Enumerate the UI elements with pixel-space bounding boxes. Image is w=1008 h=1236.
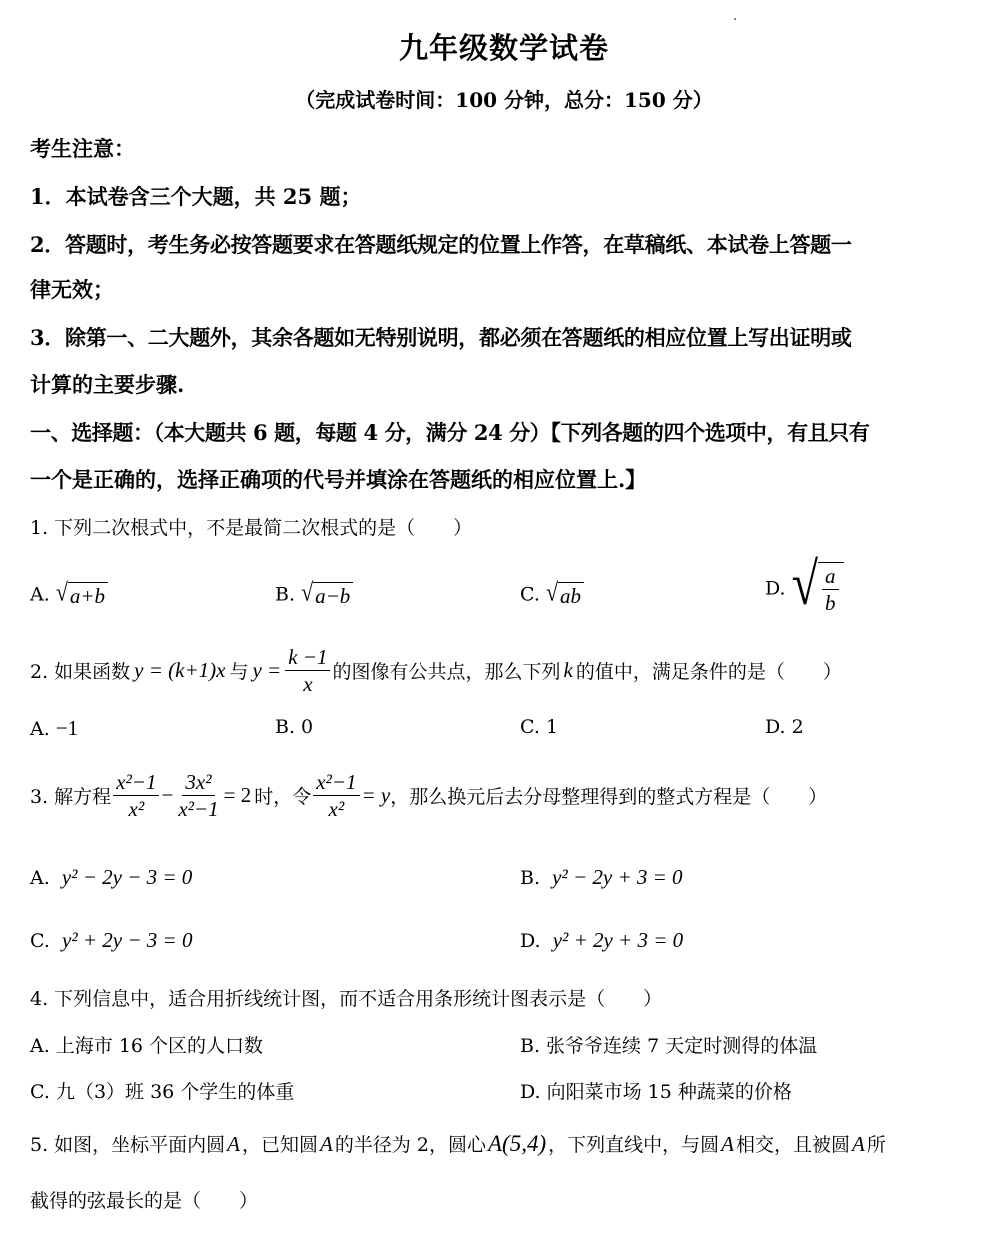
q1-option-c [520, 577, 584, 609]
q3-option-a [30, 865, 192, 890]
q3-option-d-label: D. [520, 930, 541, 952]
q3-option-b-expr: y² − 2y + 3 = 0 [552, 865, 683, 889]
q1-option-b-expr: a−b [313, 582, 353, 609]
q5-circle-a-3: A [721, 1132, 734, 1156]
q5-center: A(5,4) [487, 1131, 547, 1156]
q1-option-d-num: a [822, 564, 839, 590]
q3-fraction-1-den: x² [128, 797, 145, 822]
q1-option-c-radical: √ ab [546, 582, 584, 609]
q5-circle-a-4: A [851, 1132, 865, 1156]
q3-when: 时，令 [254, 786, 312, 809]
q1-option-a-expr: a+b [68, 582, 108, 609]
q2-option-c: C. 1 [520, 716, 559, 738]
page-subtitle: （完成试卷时间：100 分钟，总分：150 分） [295, 88, 713, 112]
q2-stem [30, 645, 842, 696]
q3-option-c [30, 928, 192, 953]
q4-option-c: C. 九（3）班 36 个学生的体重 [30, 1081, 295, 1103]
q5-mid-3: ，下列直线中，与圆 [548, 1134, 720, 1156]
speck-mark [734, 18, 736, 20]
q2-suffix-2: 的值中，满足条件的是（ ） [575, 661, 842, 684]
q3-option-c-label: C. [30, 930, 50, 952]
q1-option-b [275, 577, 353, 609]
q3-option-c-expr: y² + 2y − 3 = 0 [62, 928, 193, 952]
q3-equals-2: = 2 [223, 783, 252, 808]
q3-option-d [520, 928, 683, 953]
notice-item-3-line-1: 3．除第一、二大题外，其余各题如无特别说明，都必须在答题纸的相应位置上写出证明或 [30, 325, 852, 350]
section-1-heading-line-1: 一、选择题：（本大题共 6 题，每题 4 分，满分 24 分）【下列各题的四个选项中，有且只有 [30, 420, 870, 445]
q2-prefix: 2. 如果函数 [30, 661, 131, 684]
q3-option-a-expr: y² − 2y − 3 = 0 [61, 865, 193, 889]
q2-function-2-lhs: y = [252, 658, 282, 683]
q2-suffix-1: 的图像有公共点，那么下列 [332, 661, 561, 684]
q3-minus: − [161, 783, 174, 808]
q2-function-2-num: k −1 [285, 645, 330, 671]
notice-item-2-line-1: 2．答题时，考生务必按答题要求在答题纸规定的位置上作答，在草稿纸、本试卷上答题一 [30, 232, 852, 257]
q2-option-d: D. 2 [765, 716, 804, 738]
notice-heading: 考生注意： [30, 136, 135, 161]
q1-option-c-expr: ab [558, 582, 584, 609]
notice-item-2-line-2: 律无效； [30, 277, 114, 302]
q3-fraction-1-num: x²−1 [113, 770, 159, 796]
q3-suffix: ，那么换元后去分母整理得到的整式方程是（ ） [390, 786, 828, 809]
q1-option-a-label: A. [30, 583, 50, 606]
q1-option-a-radical: √ a+b [56, 582, 108, 609]
q2-function-2-den: x [303, 672, 313, 697]
q5-circle-a-1: A [227, 1132, 240, 1156]
q1-option-d [765, 551, 844, 618]
q5-circle-a-2: A [320, 1132, 333, 1156]
q1-option-d-radical: √ $\frac{a}{b}$ [792, 562, 844, 615]
q3-fraction-2 [175, 770, 221, 821]
q4-stem: 4. 下列信息中，适合用折线统计图，而不适合用条形统计图表示是（ ） [30, 988, 663, 1010]
q3-equals-y: = y [361, 783, 391, 808]
q2-mid: 与 [229, 661, 249, 684]
section-1-heading-line-2: 一个是正确的，选择正确项的代号并填涂在答题纸的相应位置上.】 [30, 467, 647, 492]
q2-function-1: y = (k+1)x [134, 658, 226, 683]
q3-fraction-1 [113, 770, 159, 821]
q3-option-b-label: B. [520, 867, 541, 889]
q5-mid-1: ，已知圆 [242, 1134, 319, 1156]
q5-line-1-end: 所 [866, 1134, 886, 1156]
q1-option-b-label: B. [275, 583, 296, 606]
q4-option-d: D. 向阳菜市场 15 种蔬菜的价格 [520, 1081, 792, 1103]
notice-item-3-line-2: 计算的主要步骤. [30, 372, 185, 397]
q1-option-b-radical: √ a−b [301, 582, 353, 609]
q1-option-a [30, 577, 108, 609]
q2-k: k [563, 658, 573, 683]
notice-item-1: 1．本试卷含三个大题，共 25 题； [30, 184, 362, 209]
q5-mid-4: 相交，且被圆 [735, 1134, 850, 1156]
q5-stem-line-2: 截得的弦最长的是（ ） [30, 1190, 259, 1212]
q2-option-b: B. 0 [275, 716, 314, 738]
q4-option-a: A. 上海市 16 个区的人口数 [30, 1035, 264, 1057]
q3-option-b [520, 865, 683, 890]
q2-option-a [30, 716, 78, 741]
q2-option-a-label: A. [30, 718, 50, 740]
q2-option-a-value: −1 [55, 716, 79, 740]
q5-stem-line-1 [30, 1130, 1005, 1157]
q1-option-c-label: C. [520, 583, 540, 606]
q5-mid-2: 的半径为 2，圆心 [334, 1134, 486, 1156]
q4-option-b: B. 张爷爷连续 7 天定时测得的体温 [520, 1035, 818, 1057]
q2-function-2-fraction [285, 645, 330, 696]
page-title: 九年级数学试卷 [398, 31, 609, 65]
q3-fraction-2-den: x²−1 [178, 797, 219, 822]
q3-fraction-3 [313, 770, 359, 821]
q3-fraction-2-num: 3x² [182, 770, 214, 796]
q3-option-d-expr: y² + 2y + 3 = 0 [552, 928, 684, 952]
q3-stem [30, 770, 827, 821]
q3-option-a-label: A. [30, 867, 50, 889]
q3-fraction-3-num: x²−1 [313, 770, 359, 796]
q3-prefix: 3. 解方程 [30, 786, 112, 809]
q1-stem: 1. 下列二次根式中，不是最简二次根式的是（ ） [30, 517, 473, 539]
q3-fraction-3-den: x² [328, 797, 345, 822]
q1-option-d-label: D. [765, 577, 786, 600]
q1-option-d-den: b [825, 591, 836, 616]
q5-prefix: 5. 如图，坐标平面内圆 [30, 1134, 226, 1156]
